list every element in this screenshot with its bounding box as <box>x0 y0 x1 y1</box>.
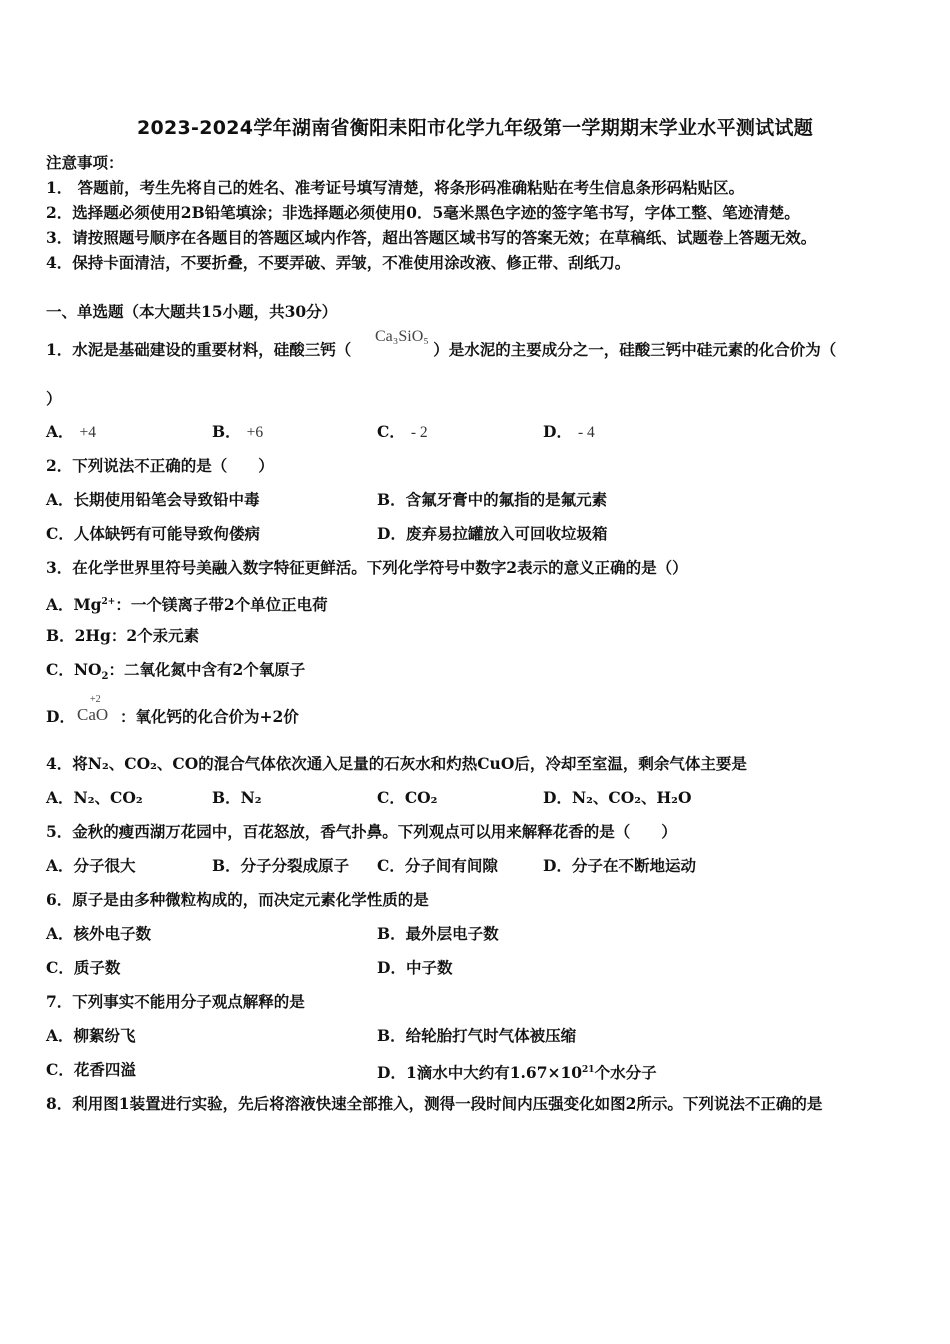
q3-option-c: C．$NO_2$：二氧化氮中含有2个氧原子 <box>46 660 306 683</box>
q1-formula: Ca₃SiO₅ <box>375 328 429 345</box>
q2-option-a: A．长期使用铅笔会导致铅中毒 <box>46 490 260 509</box>
notice-item-4: 4．保持卡面清洁，不要折叠，不要弄破、弄皱，不准使用涂改液、修正带、刮纸刀。 <box>46 253 631 272</box>
q3-option-a: A．$Mg^{2+}$：一个镁离子带2个单位正电荷 <box>46 595 328 615</box>
q3-option-b: B．2Hg：2个汞元素 <box>46 626 200 645</box>
q5-option-b: B．分子分裂成原子 <box>212 856 350 875</box>
q2-stem: 2．下列说法不正确的是（ ） <box>46 456 274 475</box>
q2-option-d: D．废弃易拉罐放入可回收垃圾箱 <box>377 524 608 543</box>
q5-stem: 5．金秋的瘦西湖万花园中，百花怒放，香气扑鼻。下列观点可以用来解释花香的是（ ） <box>46 822 677 841</box>
q1-stem <box>46 340 836 360</box>
q7-stem: 7．下列事实不能用分子观点解释的是 <box>46 992 305 1011</box>
notice-item-3: 3．请按照题号顺序在各题目的答题区域内作答，超出答题区域书写的答案无效；在草稿纸、试题卷上答题无效。 <box>46 228 817 247</box>
q3-option-d-text: ：氧化钙的化合价为+2价 <box>120 707 299 726</box>
q3-option-d-label: D． <box>46 707 75 726</box>
notice-heading: 注意事项： <box>46 153 124 172</box>
q6-stem: 6．原子是由多种微粒构成的，而决定元素化学性质的是 <box>46 890 429 909</box>
q7-option-b: B．给轮胎打气时气体被压缩 <box>377 1026 577 1045</box>
q3-stem: 3．在化学世界里符号美融入数字特征更鲜活。下列化学符号中数字2表示的意义正确的是（） <box>46 558 688 577</box>
q3-option-d-formula: CaO <box>77 705 109 724</box>
q1-stem-part-a: 1．水泥是基础建设的重要材料，硅酸三钙（ <box>46 340 352 359</box>
q7-option-d: D．1滴水中大约有$1.67\times 10^{21}$个水分子 <box>377 1063 657 1083</box>
q3-option-d-valence: +2 <box>90 694 101 705</box>
q6-option-d: D．中子数 <box>377 958 453 977</box>
section-heading: 一、单选题（本大题共15小题，共30分） <box>46 302 338 321</box>
notice-item-1: 1． 答题前，考生先将自己的姓名、准考证号填写清楚，将条形码准确粘贴在考生信息条形码粘贴区。 <box>46 178 745 197</box>
q4-option-d: D．N₂、CO₂、H₂O <box>543 788 692 807</box>
q6-option-a: A．核外电子数 <box>46 924 152 943</box>
q1-stem-end: ） <box>46 389 62 408</box>
q1-stem-part-b: ）是水泥的主要成分之一，硅酸三钙中硅元素的化合价为（ <box>433 340 837 359</box>
q4-stem: 4．将N₂、CO₂、CO的混合气体依次通入足量的石灰水和灼热CuO后，冷却至室温，剩余气体主要是 <box>46 754 747 773</box>
page-title: 2023-2024学年湖南省衡阳耒阳市化学九年级第一学期期末学业水平测试试题 <box>136 117 814 139</box>
q5-option-a: A．分子很大 <box>46 856 136 875</box>
q4-option-b: B．N₂ <box>212 788 262 807</box>
q2-option-c: C．人体缺钙有可能导致佝偻病 <box>46 524 260 543</box>
q8-stem: 8．利用图1装置进行实验，先后将溶液快速全部推入，测得一段时间内压强变化如图2所示。下列说法不正确的是 <box>46 1094 823 1113</box>
q5-option-d: D．分子在不断地运动 <box>543 856 696 875</box>
q1-option-c: C． - 2 <box>377 422 428 441</box>
q7-option-a: A．柳絮纷飞 <box>46 1026 136 1045</box>
q1-option-a: A． +4 <box>46 422 97 441</box>
q6-option-c: C．质子数 <box>46 958 121 977</box>
q1-option-b: B． +6 <box>212 422 264 441</box>
q6-option-b: B．最外层电子数 <box>377 924 499 943</box>
q5-option-c: C．分子间有间隙 <box>377 856 498 875</box>
notice-item-2: 2．选择题必须使用2B铅笔填涂；非选择题必须使用0．5毫米黑色字迹的签字笔书写，字体工整、笔迹清楚。 <box>46 203 800 222</box>
q4-option-c: C．CO₂ <box>377 788 438 807</box>
q2-option-b: B．含氟牙膏中的氟指的是氟元素 <box>377 490 608 509</box>
q7-option-c: C．花香四溢 <box>46 1060 136 1079</box>
q1-option-d: D． - 4 <box>543 422 595 441</box>
q4-option-a: A．N₂、CO₂ <box>46 788 143 807</box>
